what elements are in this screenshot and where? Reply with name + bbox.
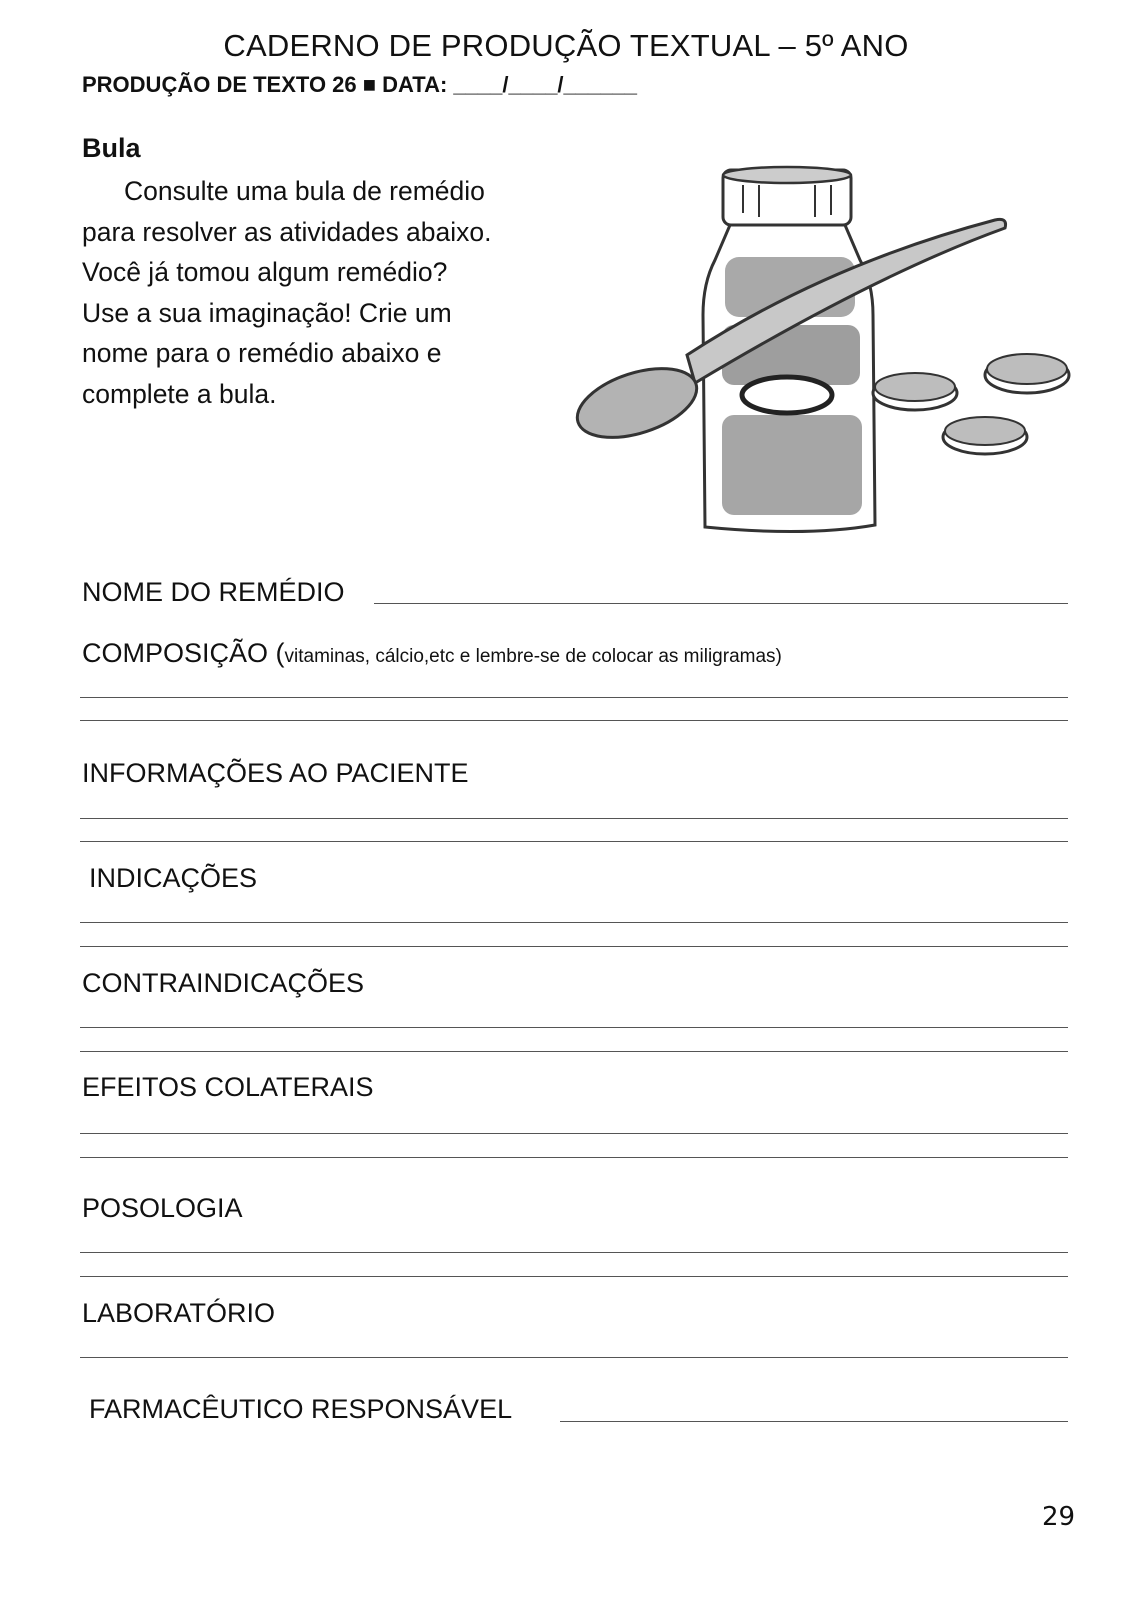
page-number: 29 xyxy=(1042,1502,1076,1532)
field-label-posologia: POSOLOGIA xyxy=(82,1193,243,1223)
intro-line: complete a bula. xyxy=(82,378,277,409)
answer-line[interactable] xyxy=(80,1357,1068,1358)
field-label-contraindicacoes: CONTRAINDICAÇÕES xyxy=(82,968,365,998)
bottle-cap-icon xyxy=(723,167,851,225)
field-label-informacoes: INFORMAÇÕES AO PACIENTE xyxy=(82,758,469,788)
answer-line[interactable] xyxy=(80,1133,1068,1134)
answer-line[interactable] xyxy=(80,1276,1068,1277)
answer-line[interactable] xyxy=(80,1157,1068,1158)
answer-line[interactable] xyxy=(80,720,1068,721)
field-label-farmaceutico: FARMACÊUTICO RESPONSÁVEL xyxy=(89,1394,513,1424)
answer-line[interactable] xyxy=(80,922,1068,923)
answer-line[interactable] xyxy=(80,946,1068,947)
intro-line: Use a sua imaginação! Crie um xyxy=(82,297,452,328)
composicao-title: COMPOSIÇÃO ( xyxy=(82,638,285,668)
answer-line[interactable] xyxy=(80,818,1068,819)
composicao-note: vitaminas, cálcio,etc e lembre-se de colocar as miligramas) xyxy=(284,646,782,667)
answer-line[interactable] xyxy=(374,603,1068,604)
field-label-laboratorio: LABORATÓRIO xyxy=(82,1298,276,1328)
worksheet-subtitle-date: PRODUÇÃO DE TEXTO 26 ■ DATA: ____/____/______ xyxy=(82,72,637,97)
field-label-nome: NOME DO REMÉDIO xyxy=(82,577,345,607)
intro-line: Consulte uma bula de remédio xyxy=(124,176,485,206)
intro-line: nome para o remédio abaixo e xyxy=(82,338,442,368)
pills-icon xyxy=(873,354,1069,454)
field-label-indicacoes: INDICAÇÕES xyxy=(89,863,258,893)
field-label-composicao xyxy=(82,638,782,669)
answer-line[interactable] xyxy=(80,1252,1068,1253)
intro-paragraph xyxy=(82,171,572,414)
answer-line[interactable] xyxy=(80,1027,1068,1028)
field-label-efeitos: EFEITOS COLATERAIS xyxy=(82,1072,374,1102)
section-heading: Bula xyxy=(82,133,141,163)
answer-line[interactable] xyxy=(80,841,1068,842)
worksheet-title: CADERNO DE PRODUÇÃO TEXTUAL – 5º ANO xyxy=(223,28,909,63)
medicine-bottle-spoon-pills-icon xyxy=(575,165,1090,545)
answer-line[interactable] xyxy=(80,697,1068,698)
answer-line[interactable] xyxy=(560,1421,1068,1422)
answer-line[interactable] xyxy=(80,1051,1068,1052)
intro-line: Você já tomou algum remédio? xyxy=(82,257,448,287)
intro-line: para resolver as atividades abaixo. xyxy=(82,216,492,247)
